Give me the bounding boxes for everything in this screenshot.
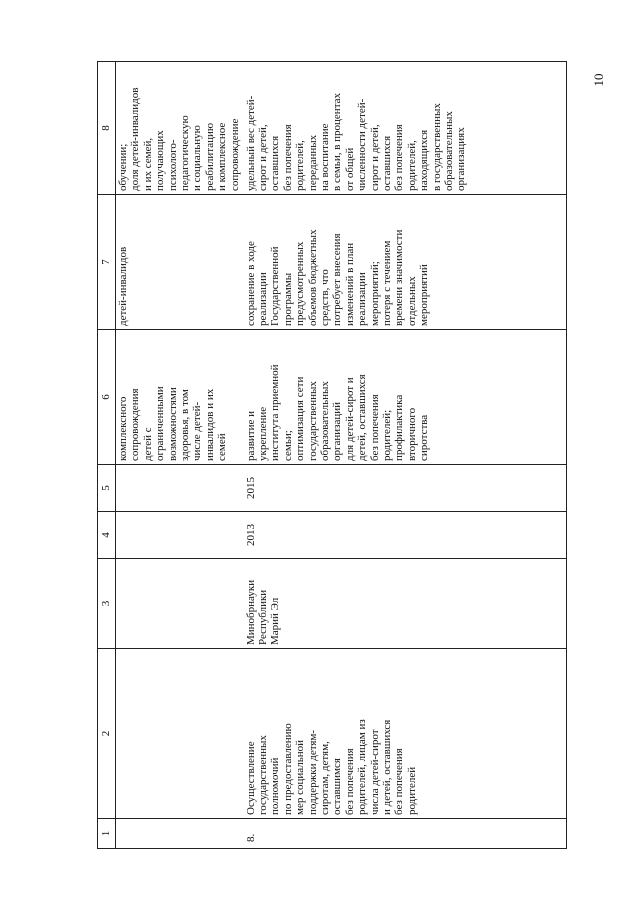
row-number: 8. bbox=[244, 833, 257, 842]
header-col-2: 2 bbox=[98, 649, 116, 819]
header-col-6: 6 bbox=[98, 330, 116, 465]
header-col-3: 3 bbox=[98, 559, 116, 649]
continued-result-text: комплексного сопровождения детей с ограниченными возможностями здоровья, в том числе детей- инвалидов и их семей bbox=[117, 386, 229, 461]
expected-result: развитие и укрепление института приемной семьи; оптимизация сети государственных образовательных организаций для детей-сирот и детей, оставшихся без попечения родителей; профилактика вторичного сиротства bbox=[244, 364, 431, 461]
header-col-1: 1 bbox=[98, 819, 116, 849]
header-col-4: 4 bbox=[98, 512, 116, 559]
start-year: 2013 bbox=[244, 524, 257, 546]
continued-risks-text: детей-инвалидов bbox=[117, 246, 129, 326]
end-year: 2015 bbox=[244, 477, 257, 499]
table-row bbox=[116, 62, 244, 849]
continued-indicators-text: обучении; доля детей-инвалидов и их семей, получающих психолого- педагогическую и социальную реабилитацию и комплексное сопровождение bbox=[117, 87, 241, 191]
header-col-8: 8 bbox=[98, 62, 116, 195]
indicators: удельный вес детей- сирот и детей, оставшихся без попечения родителей, переданных на воспитание в семьи, в процентах от общей численности детей- сирот и детей, оставшихся без попечения родителей, находящихся в государственных образовательных организациях bbox=[244, 92, 468, 191]
measures-table bbox=[97, 61, 567, 849]
executor: Минобрнауки Республики Марий Эл bbox=[244, 579, 282, 645]
risks: сохранение в ходе реализации Государственной программы предусмотренных объемов бюджетных средств, что потребует внесения изменений в план реализации мероприятий; потеря с течением времени значимости отдельных мероприятий bbox=[244, 229, 431, 326]
header-col-7: 7 bbox=[98, 195, 116, 330]
header-row bbox=[98, 62, 116, 849]
measure-name: Осуществление государственных полномочий по предоставлению мер социальной поддержки детям- сиротам, детям, оставшимся без попечения родителей, лицам из числа детей-сирот и детей, оставшихся без попечения родителей bbox=[244, 719, 418, 815]
header-col-5: 5 bbox=[98, 465, 116, 512]
page-number: 10 bbox=[591, 73, 606, 87]
table-row bbox=[244, 62, 567, 849]
